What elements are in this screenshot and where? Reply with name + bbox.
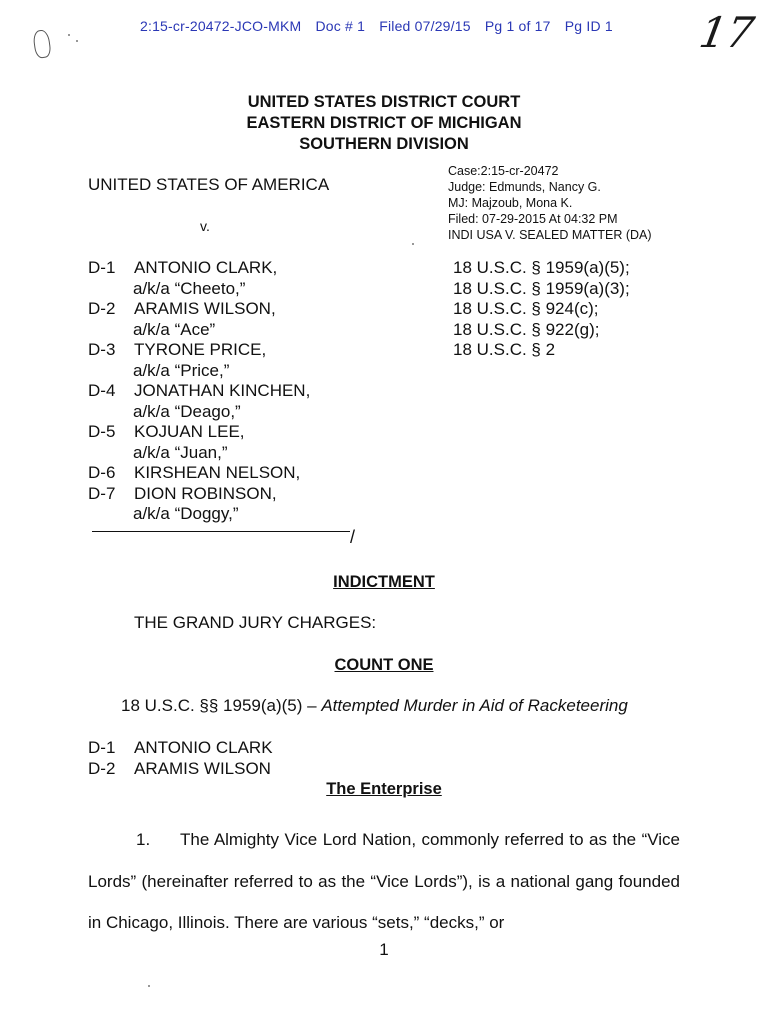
header-case-id: 2:15-cr-20472-JCO-MKM xyxy=(140,18,302,34)
defendant-row xyxy=(88,381,310,402)
defendant-id: D-5 xyxy=(88,422,116,441)
paragraph-1 xyxy=(88,819,680,944)
page-number: 1 xyxy=(379,940,389,959)
grand-jury-charges: THE GRAND JURY CHARGES: xyxy=(134,613,377,632)
defendant-id: D-2 xyxy=(88,758,116,778)
header-page: Pg 1 of 17 xyxy=(484,18,551,34)
speck xyxy=(412,243,414,245)
speck xyxy=(68,34,70,36)
case-filed: Filed: 07-29-2015 At 04:32 PM xyxy=(448,212,618,226)
defendant-name: ANTONIO CLARK, xyxy=(134,258,278,277)
header-pg-id: Pg ID 1 xyxy=(564,18,613,34)
count-statute-title: Attempted Murder in Aid of Racketeering xyxy=(321,696,628,715)
defendant-name: ARAMIS WILSON xyxy=(134,758,271,778)
defendant-row xyxy=(88,258,310,279)
ecf-header xyxy=(140,18,623,34)
statute-item: 18 U.S.C. § 2 xyxy=(453,340,556,359)
defendant-aka: a/k/a “Deago,” xyxy=(133,401,241,421)
defendant-name: DION ROBINSON, xyxy=(134,483,277,503)
court-line-1: UNITED STATES DISTRICT COURT xyxy=(247,93,521,111)
defendant-name: TYRONE PRICE, xyxy=(134,340,267,359)
defendant-row xyxy=(88,463,310,484)
case-title: INDI USA V. SEALED MATTER (DA) xyxy=(448,228,652,242)
caption-divider-slash: / xyxy=(350,527,356,547)
defendant-name: KIRSHEAN NELSON, xyxy=(134,463,301,482)
court-line-2: EASTERN DISTRICT OF MICHIGAN xyxy=(246,114,522,132)
paragraph-text: The Almighty Vice Lord Nation, commonly referred to as the “Vice Lords” (hereinafter referred to as the “Vice Lords”), is a national gang founded in Chicago, Illinois. There are various “sets,” “decks,” or xyxy=(88,830,680,932)
statute-item: 18 U.S.C. § 922(g); xyxy=(453,319,600,339)
court-line-3: SOUTHERN DIVISION xyxy=(299,135,469,153)
defendant-id: D-2 xyxy=(88,299,116,318)
defendant-list xyxy=(88,258,310,525)
handwritten-page-mark xyxy=(695,8,758,57)
case-info xyxy=(448,163,652,243)
defendant-name: ARAMIS WILSON, xyxy=(134,299,276,318)
defendant-aka: a/k/a “Doggy,” xyxy=(133,504,239,523)
court-title xyxy=(0,92,768,155)
count-heading: COUNT ONE xyxy=(334,656,434,674)
statute-item: 18 U.S.C. § 924(c); xyxy=(453,299,599,318)
case-number: Case:2:15-cr-20472 xyxy=(448,164,559,178)
count-defendant-list xyxy=(88,738,273,779)
count-statute xyxy=(121,696,628,716)
statute-item: 18 U.S.C. § 1959(a)(3); xyxy=(453,278,630,298)
count-statute-cite: 18 U.S.C. §§ 1959(a)(5) – xyxy=(121,696,322,715)
defendant-aka: a/k/a “Cheeto,” xyxy=(133,278,246,298)
statute-list xyxy=(453,258,630,361)
plaintiff: UNITED STATES OF AMERICA xyxy=(88,175,330,194)
count-defendant-row xyxy=(88,759,273,780)
paragraph-number: 1. xyxy=(136,830,151,849)
indictment-heading: INDICTMENT xyxy=(333,573,435,591)
defendant-id: D-4 xyxy=(88,381,116,400)
defendant-id: D-1 xyxy=(88,738,116,757)
handwritten-page-mark-text: 17 xyxy=(695,8,758,57)
defendant-aka: a/k/a “Ace” xyxy=(133,319,216,339)
count-defendant-row xyxy=(88,738,273,759)
statute-item: 18 U.S.C. § 1959(a)(5); xyxy=(453,258,630,277)
stamp-mark xyxy=(32,29,52,59)
speck xyxy=(148,985,150,987)
case-judge: Judge: Edmunds, Nancy G. xyxy=(448,180,601,194)
defendant-id: D-7 xyxy=(88,483,116,503)
case-magistrate: MJ: Majzoub, Mona K. xyxy=(448,196,573,210)
header-doc: Doc # 1 xyxy=(315,18,366,34)
speck xyxy=(76,40,78,42)
defendant-aka: a/k/a “Juan,” xyxy=(133,442,228,462)
defendant-name: KOJUAN LEE, xyxy=(134,422,245,441)
defendant-id: D-3 xyxy=(88,340,116,359)
header-filed: Filed 07/29/15 xyxy=(379,18,471,34)
defendant-row xyxy=(88,340,310,361)
defendant-row xyxy=(88,299,310,320)
defendant-id: D-6 xyxy=(88,463,116,482)
defendant-id: D-1 xyxy=(88,258,116,277)
defendant-row xyxy=(88,422,310,443)
defendant-name: JONATHAN KINCHEN, xyxy=(134,381,311,400)
enterprise-heading: The Enterprise xyxy=(326,780,442,798)
defendant-row xyxy=(88,484,310,505)
defendant-aka: a/k/a “Price,” xyxy=(133,360,230,380)
caption-divider-line xyxy=(92,531,350,532)
versus: v. xyxy=(200,218,210,234)
defendant-name: ANTONIO CLARK xyxy=(134,738,273,757)
